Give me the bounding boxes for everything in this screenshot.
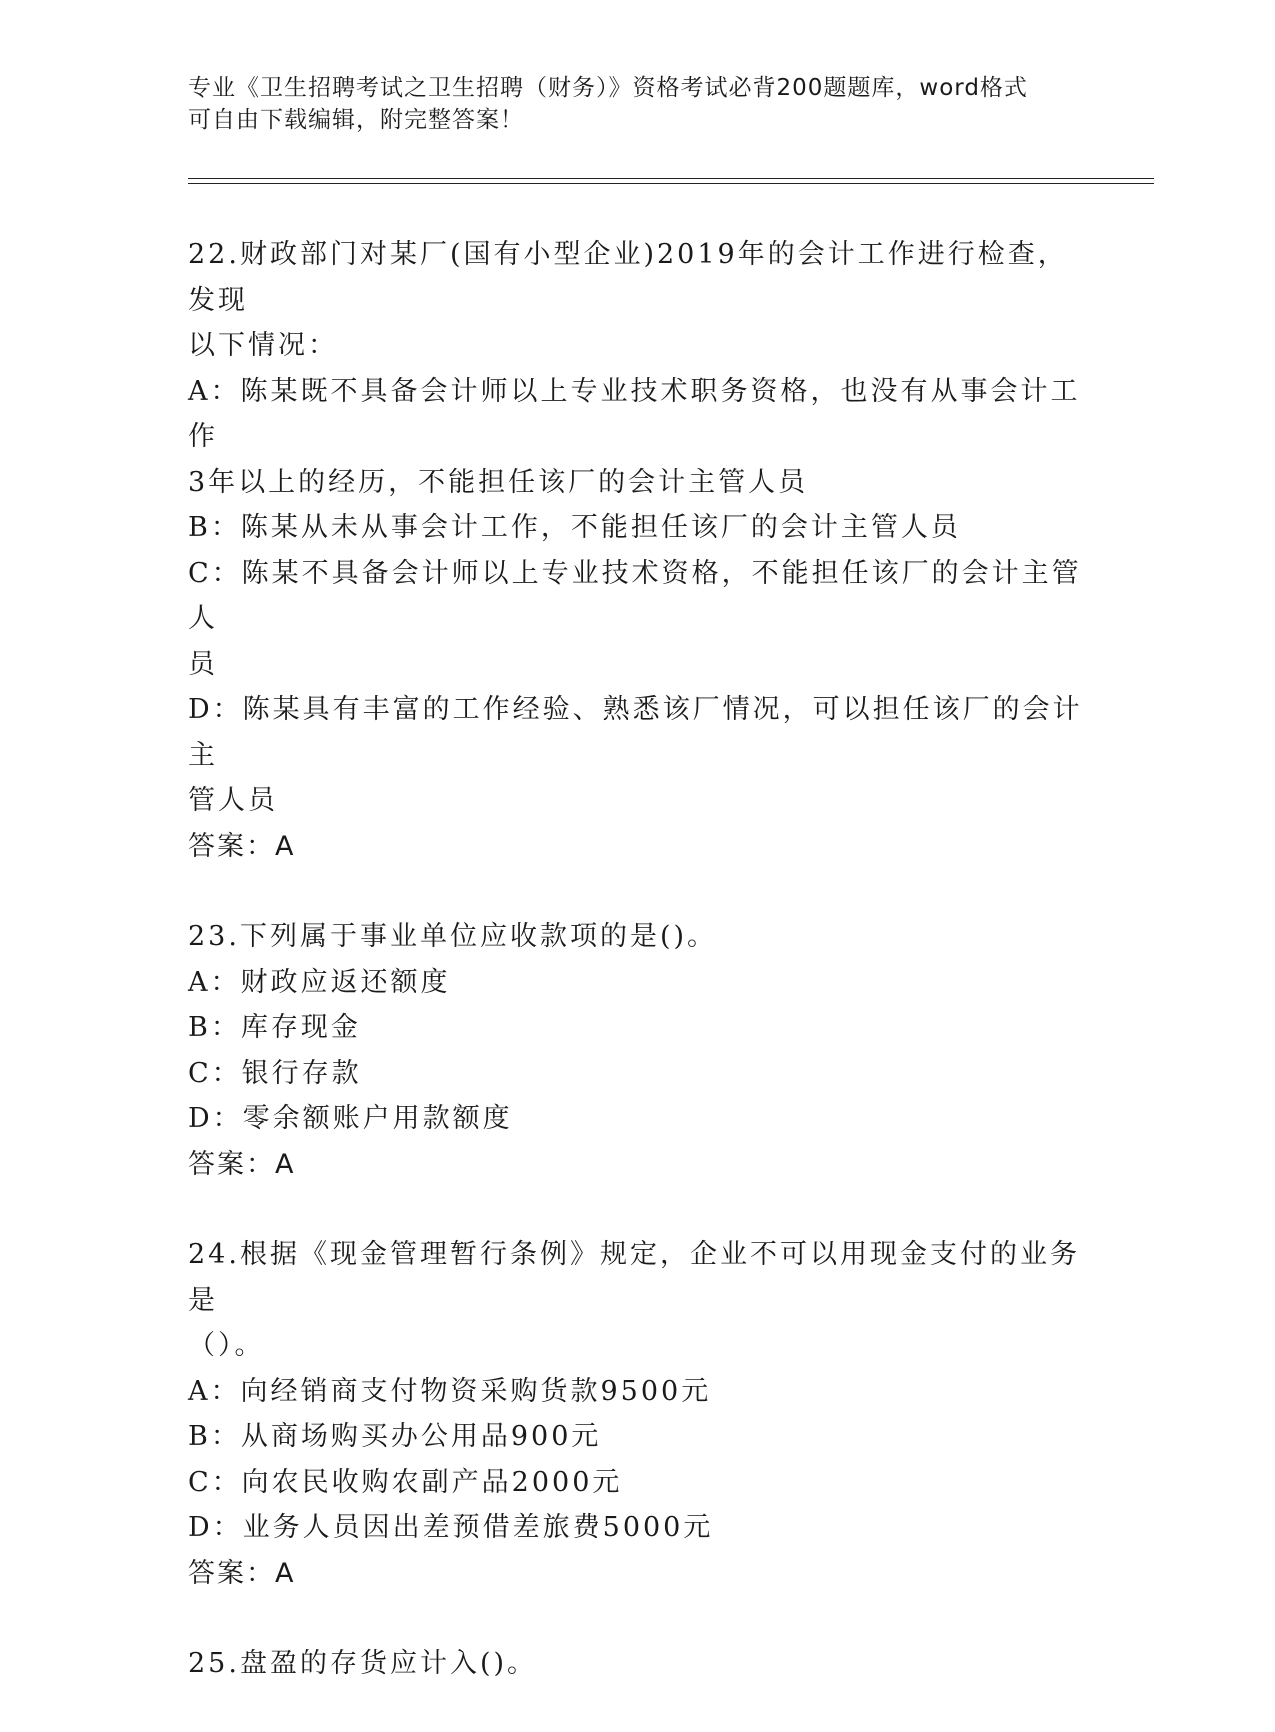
question-23 (188, 914, 1088, 1187)
question-24 (188, 1232, 1088, 1596)
option-a: A：陈某既不具备会计师以上专业技术职务资格，也没有从事会计工作 (188, 375, 1081, 452)
option-c-continued: 员 (188, 648, 218, 680)
option-a-continued: 3年以上的经历，不能担任该厂的会计主管人员 (188, 466, 809, 498)
question-25 (188, 1641, 1088, 1687)
option-d: D：业务人员因出差预借差旅费5000元 (188, 1512, 714, 1543)
header-line-2: 可自由下载编辑，附完整答案！ (188, 107, 524, 133)
option-d: D：陈某具有丰富的工作经验、熟悉该厂情况，可以担任该厂的会计主 (188, 694, 1083, 771)
option-b: B：库存现金 (188, 1012, 361, 1043)
question-title: （）。 (188, 1330, 265, 1361)
option-d: D：零余额账户用款额度 (188, 1103, 513, 1134)
option-c: C：银行存款 (188, 1057, 362, 1089)
answer: 答案：A (188, 1148, 296, 1180)
option-a: A：向经销商支付物资采购货款9500元 (188, 1375, 712, 1407)
option-b: B：从商场购买办公用品900元 (188, 1421, 602, 1452)
question-title: 22.财政部门对某厂(国有小型企业)2019年的会计工作进行检查，发现 (188, 239, 1068, 316)
option-d-continued: 管人员 (188, 785, 278, 816)
answer: 答案：A (188, 830, 296, 862)
option-c: C：陈某不具备会计师以上专业技术资格，不能担任该厂的会计主管人 (188, 557, 1082, 634)
header-divider-top (188, 178, 1154, 179)
question-title: 23.下列属于事业单位应收款项的是()。 (188, 921, 718, 952)
question-list (188, 232, 1088, 1732)
header-line-1: 专业《卫生招聘考试之卫生招聘（财务）》资格考试必背200题题库，word格式 (188, 75, 1028, 101)
header-divider-bottom (188, 183, 1154, 184)
question-title: 25.盘盈的存货应计入()。 (188, 1648, 538, 1679)
answer: 答案：A (188, 1557, 296, 1589)
option-b: B：陈某从未从事会计工作，不能担任该厂的会计主管人员 (188, 512, 961, 543)
document-header (188, 72, 1088, 136)
option-a: A：财政应返还额度 (188, 966, 451, 998)
question-22 (188, 232, 1088, 869)
question-title: 24.根据《现金管理暂行条例》规定，企业不可以用现金支付的业务是 (188, 1239, 1080, 1316)
question-title: 以下情况： (188, 330, 338, 361)
option-c: C：向农民收购农副产品2000元 (188, 1466, 623, 1498)
